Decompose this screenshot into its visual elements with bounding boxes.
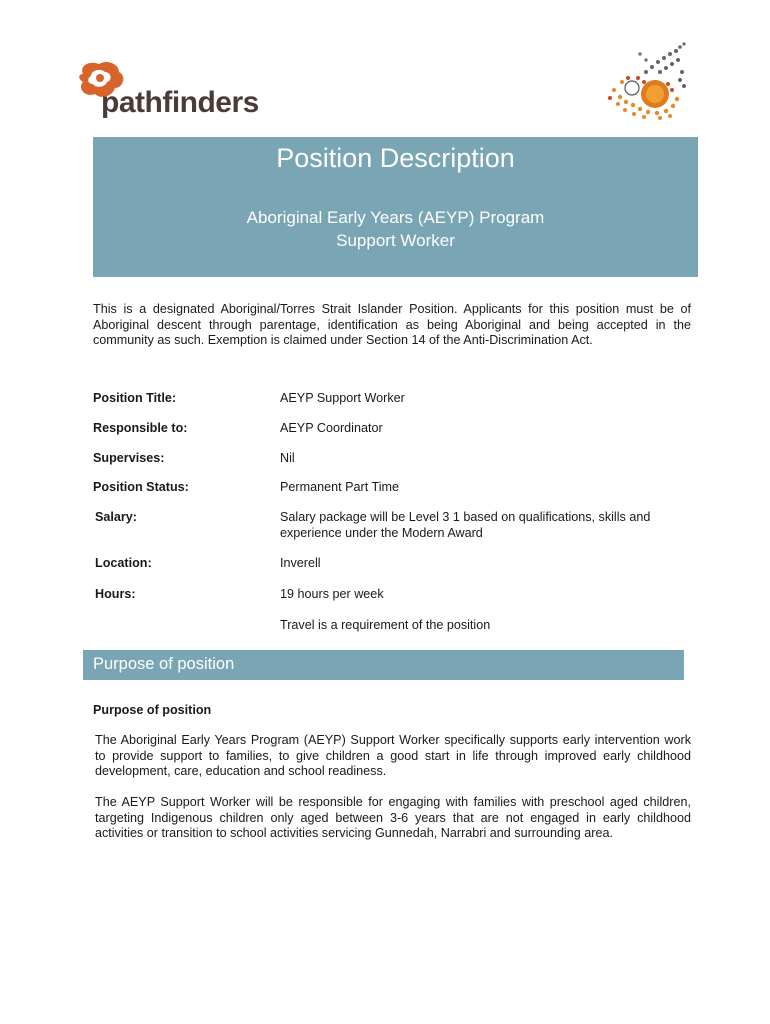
supervises-value: Nil [280, 451, 295, 465]
responsible-to-value: AEYP Coordinator [280, 421, 383, 435]
section-band-purpose [83, 650, 684, 680]
logo-text: pathfinders [101, 86, 259, 119]
pathfinders-logo [75, 60, 275, 130]
designated-position-notice: This is a designated Aboriginal/Torres Strait Islander Position. Applicants for this position must be of Aboriginal descent through parentage, identification as being Aboriginal and being accepted in the community as such. Exemption is claimed under Section 14 of the Anti-Discrimination Act. [93, 302, 691, 347]
supervises-label: Supervises: [93, 451, 165, 465]
hours-label: Hours: [95, 587, 136, 601]
position-status-label: Position Status: [93, 480, 189, 494]
travel-note: Travel is a requirement of the position [280, 618, 491, 632]
salary-label: Salary: [95, 510, 138, 524]
location-value: Inverell [280, 556, 321, 570]
section-band-title: Purpose of position [93, 655, 235, 673]
aboriginal-dot-art-logo [600, 42, 690, 122]
dot-art-icon [600, 42, 690, 122]
position-title-value: AEYP Support Worker [280, 391, 405, 405]
page-title: Position Description [276, 143, 515, 173]
location-label: Location: [95, 556, 152, 570]
header-band [93, 137, 698, 277]
purpose-heading: Purpose of position [93, 703, 212, 717]
position-subtitle-line-1: Aboriginal Early Years (AEYP) Program [246, 208, 545, 227]
position-status-value: Permanent Part Time [280, 480, 399, 494]
position-title-label: Position Title: [93, 391, 177, 405]
salary-value: Salary package will be Level 3 1 based on qualifications, skills and experience under the Modern Award [280, 510, 651, 540]
purpose-paragraph-2: The AEYP Support Worker will be responsible for engaging with families with preschool aged children, targeting Indigenous children only aged between 3-6 years that are not engaged in early childhood activities or transition to school activities servicing Gunnedah, Narrabri and surrounding area. [95, 795, 691, 840]
position-subtitle-line-2: Support Worker [336, 231, 455, 250]
purpose-paragraph-1: The Aboriginal Early Years Program (AEYP) Support Worker specifically supports early intervention work to provide support to families, to give children a good start in life through improved early childhood development, care, education and school readiness. [95, 733, 691, 778]
hours-value: 19 hours per week [280, 587, 384, 601]
responsible-to-label: Responsible to: [93, 421, 188, 435]
